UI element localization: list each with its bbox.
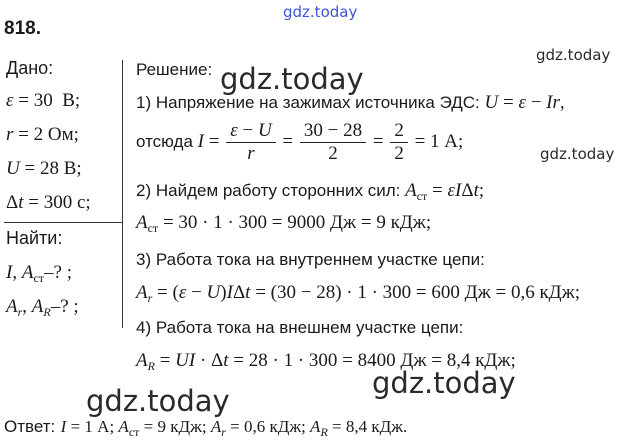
problem-number: 818. [4,18,41,39]
solution-step-1-formula: отсюда I = $\frac{\varepsilon - U}{r}$ = $\frac{30 - 28}{2}$ = $\frac{2}{2}$ = 1 А; [136,120,464,164]
fraction-numeric-2: $\frac{2}{2}$ [390,120,408,165]
find-header: Найти: [6,228,63,248]
solution-step-2: 2) Найдем работу сторонних сил: $A_{ст} = \varepsilon I\Delta t$; [136,180,485,203]
find-item-2: $A_r$, $A_R-$? ; [6,296,79,319]
given-voltage: U = 28 В; [6,158,82,179]
answer-line: Ответ: I = 1 А; $A_{ст} = 9$ кДж; $A_r = 0,6$ кДж; $A_R = 8,4$ кДж. [4,417,408,439]
solution-step-1: 1) Напряжение на зажимах источника ЭДС: U = ε − Ir, [136,92,565,113]
watermark-top: gdz.today [283,3,358,21]
given-divider-horizontal [4,222,122,223]
watermark-right-1: gdz.today [536,46,611,64]
watermark-big-2: gdz.today [372,366,516,400]
watermark-big-3: gdz.today [86,384,230,418]
given-resistance: r = 2 Ом; [6,124,79,145]
watermark-big-1: gdz.today [220,62,364,96]
solution-step-4-calc: $A_R$ = UI · Δt = 28 · 1 · 300 = 8400 Дж = 8,4 кДж; [136,350,516,373]
given-emf: ε = 30 В; [6,90,81,111]
given-header: Дано: [6,58,54,78]
find-item-1: I, $A_{ст}-$? ; [6,262,72,285]
given-divider-vertical [122,60,123,328]
watermark-right-2: gdz.today [540,145,615,163]
solution-step-4: 4) Работа тока на внешнем участке цепи: [136,318,464,337]
solution-step-3: 3) Работа тока на внутреннем участке цепи: [136,250,485,269]
solution-header: Решение: [136,60,213,79]
solution-step-3-calc: $A_r = (\varepsilon - U)I\Delta t = (30 - 28) \cdot 1 \cdot 300 = 600$ Дж = 0,6 кДж; [136,282,581,305]
given-time: Δt = 300 с; [6,192,91,213]
solution-step-2-calc: $A_{ст} = 30 \cdot 1 \cdot 300 = 9000$ Дж = 9 кДж; [136,212,432,235]
fraction-emf-minus-u-over-r: $\frac{\varepsilon - U}{r}$ [226,120,275,165]
fraction-numeric-1: $\frac{30 - 28}{2}$ [300,120,366,165]
